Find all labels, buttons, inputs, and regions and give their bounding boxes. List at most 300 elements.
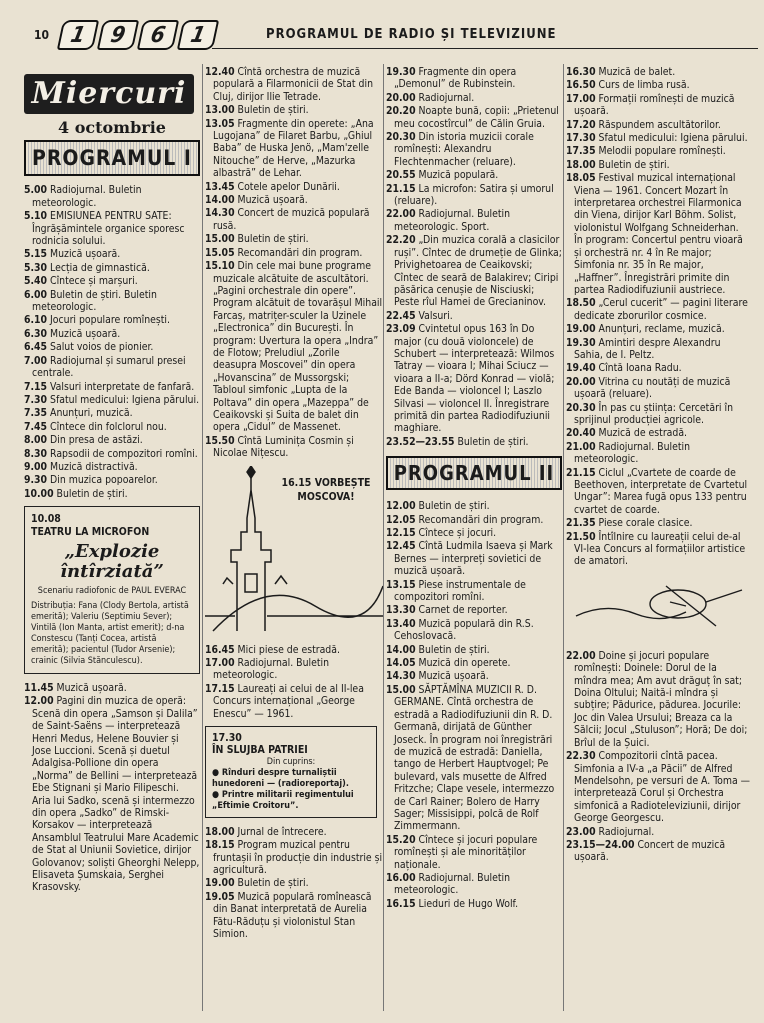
entry-text: Piese corale clasice. xyxy=(598,517,693,530)
entry-time: 6.10 xyxy=(24,314,48,327)
column-divider xyxy=(202,64,203,1011)
entry-time: 21.15 xyxy=(566,466,596,479)
entry-text: La microfon: Satira și umorul (reluare). xyxy=(394,182,554,208)
year-digit: 1 xyxy=(57,20,99,50)
entry-time: 21.35 xyxy=(566,517,596,530)
schedule-list xyxy=(205,66,383,460)
box-item: ● Rînduri despre turnaliștii hunedoreni — (radioreportaj). xyxy=(212,767,349,789)
entry-text: Radiojurnal. xyxy=(598,825,655,838)
column-divider xyxy=(383,64,384,1011)
entry-text: Cîntă orchestra de muzică populară a Filarmonicii de Stat din Cluj, dirijor Ilie Tetrade. xyxy=(213,66,374,103)
entry-time: 15.50 xyxy=(205,434,235,447)
entry-text: Program muzical pentru fruntașii în producție din industrie și agricultură. xyxy=(213,839,383,877)
schedule-entry xyxy=(566,172,750,296)
entry-time: 20.55 xyxy=(386,169,416,182)
entry-time: 22.45 xyxy=(386,309,416,322)
entry-text: Sfatul medicului: Igiena părului. xyxy=(50,393,200,406)
schedule-entry xyxy=(205,891,383,941)
patriei-box xyxy=(205,726,377,818)
year-badge xyxy=(60,20,216,50)
entry-time: 5.30 xyxy=(24,261,48,274)
moscow-time: 16.15 xyxy=(281,476,312,489)
schedule-entry xyxy=(566,297,750,322)
schedule-entry xyxy=(24,328,200,340)
entry-text: Cotele apelor Dunării. xyxy=(237,180,340,193)
schedule-entry xyxy=(386,105,562,130)
entry-text: Cîntece și jocuri. xyxy=(418,527,497,539)
entry-time: 19.05 xyxy=(205,890,235,903)
entry-time: 22.30 xyxy=(566,750,596,763)
schedule-entry xyxy=(205,66,383,103)
entry-text: Buletin de știri. xyxy=(418,643,490,656)
play-cast: Distribuția: Fana (Clody Bertola, artistă emerită); Valeriu (Septimiu Sever); Vintilă (Ion Manta, artist emerit); d-na Constescu (Tanți Cocea, artistă emerită); pacientul (Tudor Arsenie); crainic (Silvia Stănculescu). xyxy=(31,600,189,666)
entry-text: Compozitorii cîntă pacea. Simfonia a IV-a „a Păcii” de Alfred Mendelsohn, pe versuri de A. Toma — interpretează Corul și Orchestra simfonică a Radioteleviziunii, dirijor George Georgescu. xyxy=(574,750,751,825)
day-banner: Miercuri xyxy=(24,74,194,114)
entry-time: 13.30 xyxy=(386,604,416,617)
entry-text: Fragmente din operete: „Ana Lugojana” de Filaret Barbu, „Ghiul Baba” de Huska Jenö, „Mam'zelle Nitouche” de Herve, „Mazurka albastră” de Lehar. xyxy=(213,117,374,180)
schedule-entry xyxy=(386,131,562,168)
schedule-entry xyxy=(566,650,750,749)
schedule-entry xyxy=(566,441,750,466)
entry-text: Valsuri. xyxy=(418,309,453,322)
box-time: 10.08 xyxy=(31,513,61,526)
schedule-entry xyxy=(566,427,750,439)
entry-text: Radiojurnal. Buletin meteorologic. Sport. xyxy=(394,208,511,233)
entry-text: Cîntece și jocuri populare romînești și ale minorităților naționale. xyxy=(394,833,538,871)
entry-time: 16.50 xyxy=(566,79,596,92)
schedule-entry xyxy=(205,181,383,193)
entry-time: 8.30 xyxy=(24,447,48,460)
entry-time: 20.20 xyxy=(386,105,416,118)
entry-time: 23.00 xyxy=(566,825,596,838)
entry-text: Muzică ușoară. xyxy=(237,194,308,207)
schedule-entry xyxy=(566,826,750,838)
entry-time: 20.00 xyxy=(386,91,416,104)
entry-time: 18.00 xyxy=(566,158,596,171)
schedule-entry xyxy=(205,104,383,116)
schedule-entry xyxy=(205,826,383,838)
schedule-entry xyxy=(24,461,200,473)
schedule-entry xyxy=(566,402,750,427)
entry-time: 17.20 xyxy=(566,118,596,131)
schedule-list xyxy=(566,650,750,864)
entry-text: Ciclul „Cvartete de coarde de Beethoven, interpretate de Cvartetul Ungar”: Marea fugă opus 133 pentru cvartet de coarde. xyxy=(574,466,748,516)
entry-text: Concert de muzică ușoară. xyxy=(574,838,726,864)
entry-time: 17.15 xyxy=(205,682,235,695)
entry-text: Recomandări din program. xyxy=(418,513,544,526)
entry-text: Cîntece și marșuri. xyxy=(50,275,138,288)
schedule-entry xyxy=(205,683,383,720)
schedule-entry xyxy=(566,376,750,401)
schedule-entry xyxy=(24,695,200,894)
entry-text: Buletin de știri. xyxy=(457,435,529,448)
entry-time: 12.15 xyxy=(386,527,416,539)
header-rule xyxy=(212,48,758,49)
year-digit: 6 xyxy=(137,20,179,50)
entry-text: Recomandări din program. xyxy=(237,246,363,259)
entry-time: 23.09 xyxy=(386,323,416,336)
entry-time: 7.30 xyxy=(24,393,48,406)
entry-time: 17.35 xyxy=(566,145,596,158)
entry-time: 18.05 xyxy=(566,172,596,185)
box-time: 17.30 xyxy=(212,732,242,745)
schedule-entry xyxy=(566,145,750,157)
schedule-entry xyxy=(205,657,383,682)
entry-text: Cvintetul opus 163 în Do major (cu două violoncele) de Schubert — interpretează: Wilmos Tatray — vioara I; Mihai Sciucz — vioara a II-a; Dörd Konrad — violă; Ede Banda — violoncel I; Laszlo Silvasi — violoncel II. Înregistrare primită din partea Radiodifuziunii maghiare. xyxy=(394,323,555,435)
violin-illustration xyxy=(566,572,750,642)
entry-text: Radiojurnal și sumarul presei centrale. xyxy=(32,354,186,380)
entry-time: 10.00 xyxy=(24,487,54,500)
entry-time: 12.45 xyxy=(386,540,416,553)
entry-time: 16.30 xyxy=(566,66,596,78)
schedule-entry xyxy=(24,394,200,406)
entry-text: Anunțuri, muzică. xyxy=(50,407,133,420)
entry-text: Jocuri populare romînești. xyxy=(50,314,170,327)
entry-time: 7.00 xyxy=(24,354,48,367)
schedule-list xyxy=(566,66,750,568)
schedule-entry xyxy=(386,898,562,910)
play-title: „Explozie întîrziată” xyxy=(60,540,164,582)
entry-time: 19.40 xyxy=(566,362,596,375)
schedule-entry xyxy=(566,337,750,362)
entry-text: Melodii populare romînești. xyxy=(598,145,726,158)
entry-text: Salut voios de pionier. xyxy=(50,341,154,354)
entry-text: SĂPTĂMÎNA MUZICII R. D. GERMANE. Cîntă orchestra de estradă a Radiodifuziunii din R. D. Germană, dirijată de Günther Joseck. În program noi înregistrări de muzică de estradă: Daniella, tango de Herbert Hauptvogel; Pe bulevard, vals musette de Alfred Fritzche; Clape vesele, intermezzo de Carl Rainer; Bolero de Harry Sager; Missisippi, polcă de Rolf Zimmermann. xyxy=(394,683,555,833)
schedule-entry xyxy=(386,579,562,604)
program-2-banner: PROGRAMUL II xyxy=(386,456,562,490)
schedule-entry xyxy=(24,474,200,486)
moscow-box-text xyxy=(269,476,383,504)
entry-text: Muzică distractivă. xyxy=(50,460,138,473)
schedule-list xyxy=(205,826,383,941)
entry-text: EMISIUNEA PENTRU SATE: Îngrășămintele organice sporesc rodnicia solului. xyxy=(32,210,185,248)
schedule-list xyxy=(24,682,200,894)
schedule-entry xyxy=(386,208,562,233)
entry-text: Lecția de gimnastică. xyxy=(50,261,150,274)
column-4 xyxy=(566,66,750,865)
entry-time: 14.05 xyxy=(386,657,416,670)
year-digit: 1 xyxy=(177,20,219,50)
entry-time: 22.00 xyxy=(386,208,416,221)
schedule-entry xyxy=(566,79,750,91)
schedule-entry xyxy=(566,531,750,568)
entry-text: Radiojurnal. Buletin meteorologic. xyxy=(32,184,142,209)
schedule-entry xyxy=(24,262,200,274)
radio-theatre-box xyxy=(24,506,200,674)
entry-time: 7.35 xyxy=(24,407,48,420)
entry-text: Întîlnire cu laureații celui de-al VI-lea Concurs al formațiilor artistice de amatori. xyxy=(574,530,746,568)
entry-time: 15.05 xyxy=(205,246,235,259)
schedule-entry xyxy=(24,289,200,314)
schedule-entry xyxy=(24,341,200,353)
entry-text: Din muzica popoarelor. xyxy=(50,474,158,487)
schedule-entry xyxy=(205,118,383,180)
entry-text: Muzică ușoară. xyxy=(418,670,489,683)
entry-time: 5.10 xyxy=(24,210,48,223)
schedule-entry xyxy=(24,488,200,500)
entry-time: 18.50 xyxy=(566,297,596,310)
schedule-entry xyxy=(566,159,750,171)
schedule-entry xyxy=(24,314,200,326)
box-heading: ÎN SLUJBA PATRIEI xyxy=(212,744,308,757)
entry-text: Radiojurnal. Buletin meteorologic. xyxy=(574,440,691,466)
entry-text: Muzică ușoară. xyxy=(50,248,121,261)
schedule-entry xyxy=(205,194,383,206)
entry-text: Buletin de știri. xyxy=(237,104,309,117)
entry-text: Radiojurnal. Buletin meteorologic. xyxy=(394,871,511,897)
entry-text: Din istoria muzicii corale romînești: Alexandru Flechtenmacher (reluare). xyxy=(394,131,534,168)
entry-text: Amintiri despre Alexandru Sahia, de I. Peltz. xyxy=(574,336,721,361)
schedule-entry xyxy=(24,682,200,694)
schedule-entry xyxy=(566,132,750,144)
entry-text: Buletin de știri. xyxy=(237,233,309,246)
entry-time: 5.15 xyxy=(24,248,48,261)
entry-text: Răspundem ascultătorilor. xyxy=(598,118,721,131)
entry-time: 15.00 xyxy=(386,683,416,696)
entry-text: Cîntă Ludmila Isaeva și Mark Bernes — interpreți sovietici de muzică ușoară. xyxy=(394,540,553,578)
entry-time: 22.20 xyxy=(386,234,416,247)
entry-time: 19.00 xyxy=(566,323,596,336)
entry-time: 19.30 xyxy=(566,336,596,349)
entry-text: Anunțuri, reclame, muzică. xyxy=(598,323,725,336)
column-3 xyxy=(386,66,562,911)
schedule-entry xyxy=(386,92,562,104)
entry-time: 7.15 xyxy=(24,380,48,393)
entry-text: Noapte bună, copii: „Prietenul meu cocostîrcul” de Călin Gruia. xyxy=(394,105,559,130)
program-1-banner: PROGRAMUL I xyxy=(24,140,200,176)
entry-text: Muzică ușoară. xyxy=(56,681,127,694)
entry-time: 19.30 xyxy=(386,66,416,78)
schedule-list xyxy=(386,500,562,910)
schedule-entry xyxy=(24,407,200,419)
schedule-entry xyxy=(566,66,750,78)
schedule-entry xyxy=(566,119,750,131)
entry-time: 20.30 xyxy=(566,401,596,414)
entry-text: În pas cu știința: Cercetări în sprijinul producției agricole. xyxy=(574,401,734,426)
schedule-entry xyxy=(386,540,562,577)
entry-text: Din cele mai bune programe muzicale alcătuite de ascultători. „Pagini orchestrale din opere”. Program alcătuit de tovarășul Mihail Farcaș, matrițer-sculer la Uzinele „Electronica” din București. În program: Uvertura la opera „Indra” de Flotow; Preludiul „Zorile deasupra Moscovei” din opera „Hovanscina” de Mussorgski; Tabloul simfonic „Lupta de la Poltava” din opera „Mazeppa” de Ceaikovski și Suita de balet din opera „Cidul” de Massenet. xyxy=(213,260,383,434)
schedule-entry xyxy=(205,247,383,259)
schedule-entry xyxy=(205,839,383,876)
schedule-entry xyxy=(566,517,750,529)
entry-text: Buletin de știri. xyxy=(598,158,670,171)
entry-time: 20.00 xyxy=(566,375,596,388)
entry-time: 21.50 xyxy=(566,530,596,543)
column-1 xyxy=(24,66,200,895)
entry-text: Buletin de știri. xyxy=(237,877,309,890)
entry-text: Muzică populară. xyxy=(418,169,499,182)
entry-text: Muzică ușoară. xyxy=(50,327,121,340)
entry-time: 20.30 xyxy=(386,131,416,144)
entry-text: Piese instrumentale de compozitori romîni. xyxy=(394,578,526,604)
column-divider xyxy=(563,64,564,1011)
entry-time: 15.00 xyxy=(205,233,235,246)
schedule-entry xyxy=(205,435,383,460)
entry-time: 21.00 xyxy=(566,440,596,453)
entry-time: 19.00 xyxy=(205,877,235,890)
entry-text: Muzică populară romînească din Banat interpretată de Aurelia Fătu-Răduțu și violonistul Stan Simion. xyxy=(213,890,372,941)
schedule-entry xyxy=(386,169,562,181)
schedule-entry xyxy=(566,839,750,864)
schedule-entry xyxy=(566,323,750,335)
entry-time: 18.00 xyxy=(205,825,235,838)
entry-text: Muzică din operete. xyxy=(418,657,511,670)
entry-text: Radiojurnal. Buletin meteorologic. xyxy=(213,657,330,682)
entry-time: 6.45 xyxy=(24,341,48,354)
entry-text: Din presa de astăzi. xyxy=(50,434,143,447)
schedule-entry xyxy=(566,362,750,374)
entry-time: 15.20 xyxy=(386,833,416,846)
entry-time: 13.05 xyxy=(205,117,235,130)
schedule-entry xyxy=(205,877,383,889)
schedule-entry xyxy=(386,604,562,616)
schedule-entry xyxy=(24,275,200,287)
entry-time: 13.15 xyxy=(386,578,416,591)
entry-time: 16.00 xyxy=(386,871,416,884)
year-digit: 9 xyxy=(97,20,139,50)
entry-text: Mici piese de estradă. xyxy=(237,643,340,656)
schedule-entry xyxy=(386,527,562,539)
entry-time: 17.00 xyxy=(205,657,235,669)
entry-time: 14.30 xyxy=(205,207,235,220)
schedule-entry xyxy=(386,500,562,512)
entry-time: 8.00 xyxy=(24,434,48,447)
schedule-entry xyxy=(386,436,562,448)
entry-text: Cîntă Luminița Cosmin și Nicolae Nițescu. xyxy=(213,434,354,460)
entry-time: 12.40 xyxy=(205,66,235,78)
entry-time: 12.05 xyxy=(386,513,416,526)
entry-time: 14.00 xyxy=(386,643,416,656)
schedule-entry xyxy=(24,448,200,460)
entry-text: Formații romînești de muzică ușoară. xyxy=(574,92,735,118)
box-item: ● Printre militarii regimentului „Eftimie Croitoru”. xyxy=(212,789,354,811)
entry-time: 23.52—23.55 xyxy=(386,435,455,448)
entry-time: 14.30 xyxy=(386,670,416,683)
schedule-entry xyxy=(24,381,200,393)
entry-text: Buletin de știri. Buletin meteorologic. xyxy=(32,288,157,314)
entry-time: 14.00 xyxy=(205,194,235,207)
entry-time: 5.00 xyxy=(24,184,48,197)
schedule-entry xyxy=(205,207,383,232)
entry-time: 12.00 xyxy=(24,695,54,708)
schedule-entry xyxy=(386,323,562,435)
entry-text: Laureați ai celui de al II-lea Concurs internațional „George Enescu” — 1961. xyxy=(213,682,364,720)
schedule-entry xyxy=(386,834,562,871)
entry-time: 21.15 xyxy=(386,182,416,195)
entry-text: Muzică de estradă. xyxy=(598,427,688,440)
entry-text: Carnet de reporter. xyxy=(418,604,508,617)
schedule-entry xyxy=(24,434,200,446)
entry-time: 18.15 xyxy=(205,839,235,852)
entry-text: Sfatul medicului: Igiena părului. xyxy=(598,132,748,145)
schedule-list xyxy=(205,644,383,720)
box-subheading: Din cuprins: xyxy=(266,756,316,767)
entry-time: 9.30 xyxy=(24,474,48,487)
schedule-entry xyxy=(566,750,750,824)
entry-text: Jurnal de întrecere. xyxy=(237,825,327,838)
schedule-entry xyxy=(386,514,562,526)
publication-title: PROGRAMUL DE RADIO ȘI TELEVIZIUNE xyxy=(266,27,557,42)
schedule-entry xyxy=(386,670,562,682)
entry-time: 13.00 xyxy=(205,104,235,117)
entry-text: Muzică de balet. xyxy=(598,66,676,78)
entry-time: 5.40 xyxy=(24,275,48,288)
entry-text: Doine și jocuri populare romînești: Doinele: Dorul de la mîndra mea; Am avut drăguț în sat; Doina Oltului; Naită-i mîndra și subțire; Pădurice, pădurea. Jocurile: Joc din Valea Ursului; Breaza ca la Sălcii; Jocul „Stuluson”; Horă; De doi; Brîul de la Șuici. xyxy=(574,649,748,749)
page-number: 10 xyxy=(34,28,50,42)
entry-time: 7.45 xyxy=(24,420,48,433)
entry-text: Valsuri interpretate de fanfară. xyxy=(50,380,195,393)
schedule-entry xyxy=(24,210,200,247)
schedule-list xyxy=(24,184,200,500)
entry-text: Curs de limba rusă. xyxy=(598,79,690,92)
entry-time: 15.10 xyxy=(205,260,235,273)
schedule-entry xyxy=(566,467,750,517)
entry-time: 16.15 xyxy=(386,897,416,910)
schedule-entry xyxy=(386,234,562,308)
entry-time: 17.30 xyxy=(566,132,596,145)
schedule-entry xyxy=(205,260,383,434)
entry-text: Buletin de știri. xyxy=(56,487,128,500)
schedule-entry xyxy=(205,644,383,656)
schedule-entry xyxy=(386,684,562,833)
schedule-entry xyxy=(386,66,562,91)
entry-text: Cîntece din folclorul nou. xyxy=(50,420,167,433)
page-header xyxy=(0,18,764,52)
schedule-entry xyxy=(24,421,200,433)
entry-time: 20.40 xyxy=(566,427,596,440)
entry-text: Radiojurnal. xyxy=(418,91,475,104)
column-2 xyxy=(205,66,383,942)
violin-icon xyxy=(566,572,750,642)
entry-time: 9.00 xyxy=(24,460,48,473)
schedule-entry xyxy=(205,233,383,245)
entry-text: Lieduri de Hugo Wolf. xyxy=(418,897,519,910)
entry-time: 12.00 xyxy=(386,500,416,513)
entry-text: Buletin de știri. xyxy=(418,500,490,513)
schedule-entry xyxy=(566,93,750,118)
entry-text: „Din muzica corală a clasicilor ruși”. Cîntec de drumeție de Glinka; Privighetoarea de Ceaikovski; Cîntec de seară de Balakirev; Ciripi păsărica cenușie de Nisciuski; Peste rîul Hamei de Grecianinov. xyxy=(394,234,562,309)
entry-time: 13.40 xyxy=(386,617,416,630)
schedule-entry xyxy=(24,355,200,380)
entry-time: 22.00 xyxy=(566,649,596,662)
moscow-title: VORBEȘTE MOSCOVA! xyxy=(297,476,371,503)
entry-text: Pagini din muzica de operă: Scenă din opera „Samson și Dalila” de Saint-Saëns — interpretează Henri Medus, Helene Bouvier și Jose Luccioni. Scenă și duetul Adalgisa-Pollione din opera „Norma” de Bellini — interpretează Ebe Stignani și Mario Filipeschi. Aria lui Sadko, scenă și intermezzo din opera „Sadko” de Rimski-Korsakov — interpretează Ansamblul Teatrului Mare Academic de Stat al Uniunii Sovietice, dirijor Golovanov; soliști Gheorghi Nelepp, Elisaveta Șumskaia, Serghei Krasovsky. xyxy=(32,695,200,894)
date-heading: 4 octombrie xyxy=(58,118,166,137)
schedule-entry xyxy=(386,618,562,643)
schedule-entry xyxy=(386,872,562,897)
entry-text: Fragmente din opera „Demonul” de Rubinstein. xyxy=(394,66,517,91)
entry-text: Muzică populară din R.S. Cehoslovacă. xyxy=(394,617,534,643)
moscow-illustration xyxy=(205,466,383,636)
schedule-entry xyxy=(24,184,200,209)
entry-time: 23.15—24.00 xyxy=(566,838,635,851)
entry-text: Festival muzical internațional Viena — 1961. Concert Mozart în interpretarea orchestrei Filarmonica din Viena, dirijor Karl Böhm. Solist, violonistul Wolfgang Schneiderhan. În program: Concertul pentru vioară și orchestră nr. 4 în Re major; Simfonia nr. 35 în Re major, „Haffner”. Înregistrări primite din partea Radiodifuziunii austriece. xyxy=(574,172,743,296)
entry-time: 17.00 xyxy=(566,92,596,105)
entry-time: 6.30 xyxy=(24,327,48,340)
schedule-entry xyxy=(24,248,200,260)
entry-time: 11.45 xyxy=(24,681,54,694)
play-subtitle: Scenariu radiofonic de PAUL EVERAC xyxy=(37,585,187,596)
schedule-entry xyxy=(386,657,562,669)
entry-time: 13.45 xyxy=(205,180,235,193)
entry-text: Cîntă Ioana Radu. xyxy=(598,362,682,375)
entry-text: Concert de muzică populară rusă. xyxy=(213,207,370,232)
entry-text: „Cerul cucerit” — pagini literare dedicate zborurilor cosmice. xyxy=(574,297,748,322)
box-heading: TEATRU LA MICROFON xyxy=(31,525,150,538)
entry-text: Vitrina cu noutăți de muzică ușoară (reluare). xyxy=(574,375,731,401)
schedule-entry xyxy=(386,310,562,322)
entry-time: 16.45 xyxy=(205,643,235,656)
